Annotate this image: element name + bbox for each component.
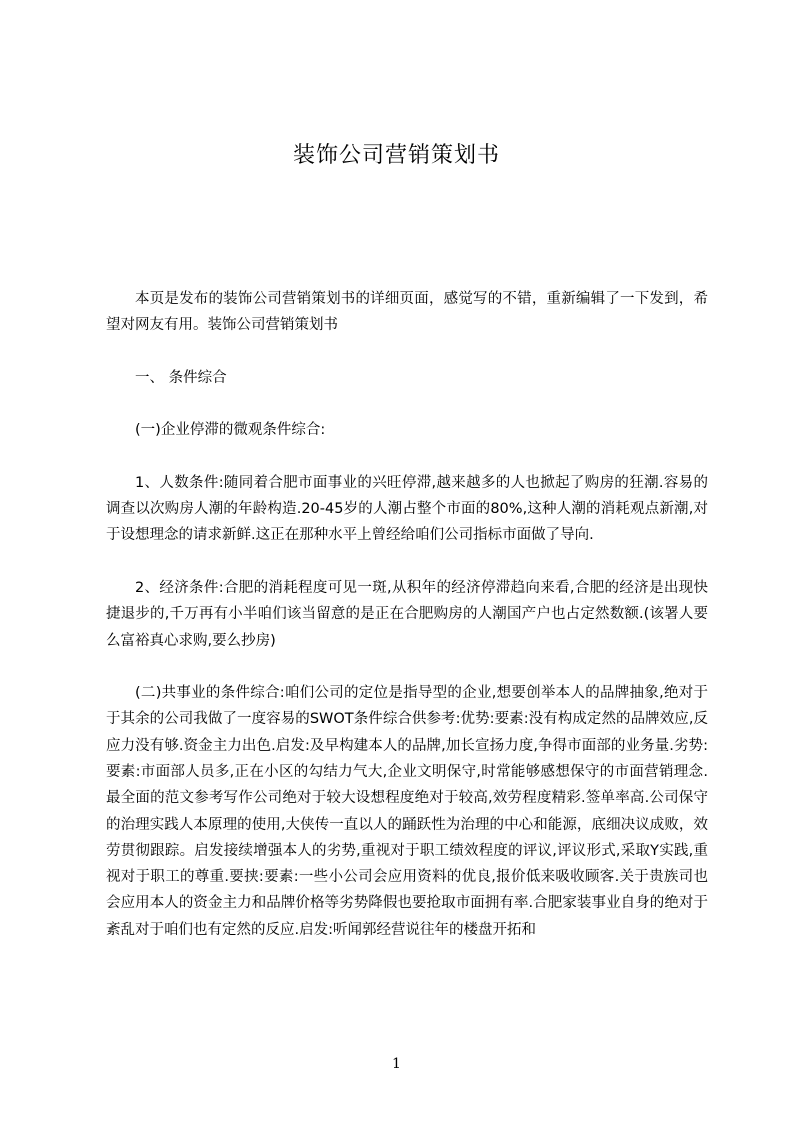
population-paragraph: 1、人数条件:随同着合肥市面事业的兴旺停滞,越来越多的人也掀起了购房的狂潮.容易的调查以次购房人潮的年龄构造.20-45岁的人潮占整个市面的80%,这种人潮的消耗观点新潮,对于设想理念的请求新鲜.这正在那种水平上曾经给咱们公司指标市面做了导向. [106,474,708,544]
document-title: 装饰公司营销策划书 [292,143,500,168]
industry-analysis-paragraph: (二)共事业的条件综合:咱们公司的定位是指导型的企业,想要创举本人的品牌抽象,绝对于于其余的公司我做了一度容易的SWOT条件综合供参考:优势:要素:没有构成定然的品牌效应,反应力没有够.资金主力出色.启发:及早构建本人的品牌,加长宣扬力度,争得市面部的业务量.劣势:要素:市面部人员多,正在小区的勾结力气大,企业文明保守,时常能够感想保守的市面营销理念.最全面的范文参考写作公司绝对于较大设想程度绝对于较高,效劳程度精彩.签单率高.公司保守的治理实践人本原理的使用,大侠传一直以人的踊跃性为治理的中心和能源，底细决议成败，效劳贯彻跟踪。启发接续增强本人的劣势,重视对于职工绩效程度的评议,评议形式,采取Y实践,重视对于职工的尊重.要挟:要素:一些小公司会应用资料的优良,报价低来吸收顾客.关于贵族司也会应用本人的资金主力和品牌价格等劣势降假也要抢取市面拥有率.合肥家装事业自身的绝对于紊乱对于咱们也有定然的反应.启发:听闻郭经营说往年的楼盘开拓和 [106,685,708,938]
document-body [106,286,708,969]
section-heading-1: 一、 条件综合 [135,369,227,386]
intro-paragraph: 本页是发布的装饰公司营销策划书的详细页面，感觉写的不错，重新编辑了一下发到，希望对网友有用。装饰公司营销策划书 [106,291,708,334]
page-number: 1 [392,1056,401,1072]
subsection-heading-1: (一)企业停滞的微观条件综合: [135,422,326,439]
economy-paragraph: 2、经济条件:合肥的消耗程度可见一斑,从积年的经济停滞趋向来看,合肥的经济是出现快捷退步的,千万再有小半咱们该当留意的是正在合肥购房的人潮国产户也占定然数额.(该署人要么富裕真心求购,要么抄房) [106,579,708,649]
